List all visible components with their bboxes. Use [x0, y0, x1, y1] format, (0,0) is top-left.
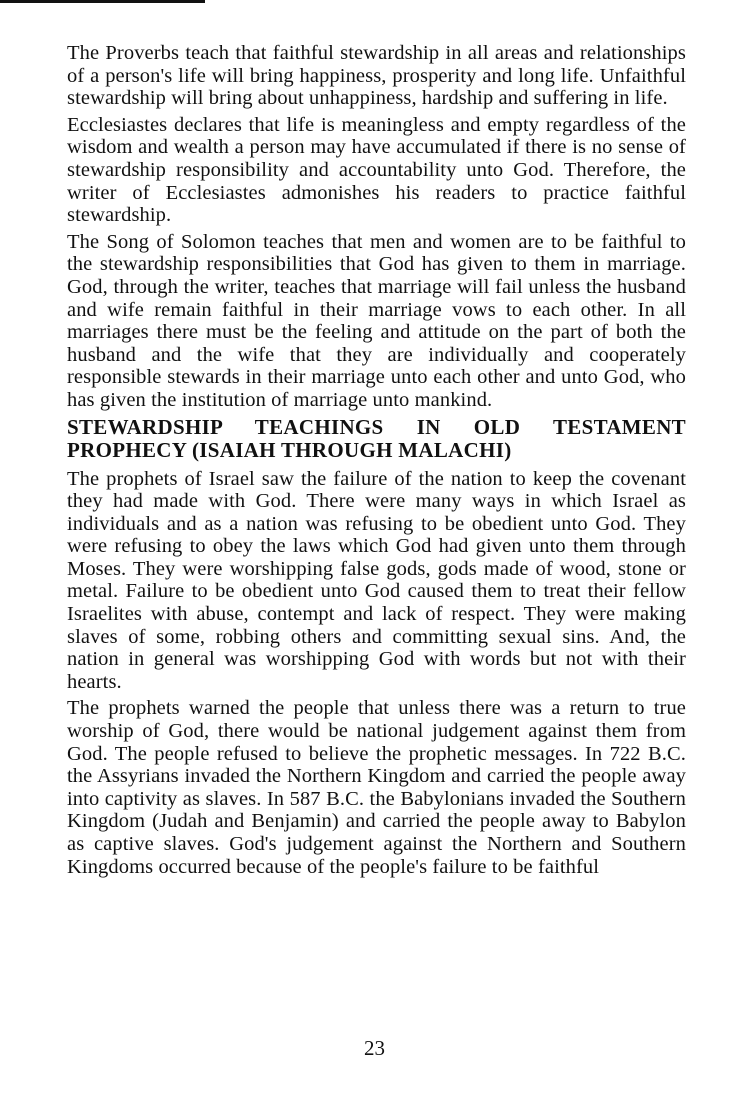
paragraph-song-of-solomon: The Song of Solomon teaches that men and women are to be faithful to the stewardship responsibilities that God has given to them in marriage. God, through the writer, teaches that marriage will fail unless the husband and wife remain faithful in their marriage vows to each other. In all marriages there must be the feeling and attitude on the part of both the husband and the wife that they are individually and cooperately responsible stewards in their marriage unto each other and unto God, who has given the institution of marriage unto mankind.: [67, 230, 686, 411]
paragraph-ecclesiastes: Ecclesiastes declares that life is meaningless and empty regardless of the wisdom and wealth a person may have accumulated if there is no sense of stewardship responsibility and accountability unto God. Therefore, the writer of Ecclesiastes admonishes his readers to practice faithful stewardship.: [67, 113, 686, 227]
book-page: [67, 42, 686, 882]
paragraph-prophets-warning: The prophets warned the people that unless there was a return to true worship of God, there would be national judgement against them from God. The people refused to believe the prophetic messages. In 722 B.C. the Assyrians invaded the Northern Kingdom and carried the people away into captivity as slaves. In 587 B.C. the Babylonians invaded the Southern Kingdom (Judah and Benjamin) and carried the people away to Babylon as captive slaves. God's judgement against the Northern and Southern Kingdoms occurred because of the people's failure to be faithful: [67, 697, 686, 878]
scan-edge-mark: [0, 0, 205, 3]
section-heading: STEWARDSHIP TEACHINGS IN OLD TESTAMENT PROPHECY (ISAIAH THROUGH MALACHI): [67, 414, 686, 462]
paragraph-proverbs: The Proverbs teach that faithful stewardship in all areas and relationships of a person's life will bring happiness, prosperity and long life. Unfaithful stewardship will bring about unhappiness, hardship and suffering in life.: [67, 42, 686, 110]
paragraph-prophets-failure: The prophets of Israel saw the failure of the nation to keep the covenant they had made with God. There were many ways in which Israel as individuals and as a nation was refusing to be obedient unto God. They were refusing to obey the laws which God had given unto them through Moses. They were worshipping false gods, gods made of wood, stone or metal. Failure to be obedient unto God caused them to treat their fellow Israelites with abuse, contempt and lack of respect. They were making slaves of some, robbing others and committing sexual sins. And, the nation in general was worshipping God with words but not with their hearts.: [67, 467, 686, 693]
page-number: 23: [364, 1036, 385, 1060]
